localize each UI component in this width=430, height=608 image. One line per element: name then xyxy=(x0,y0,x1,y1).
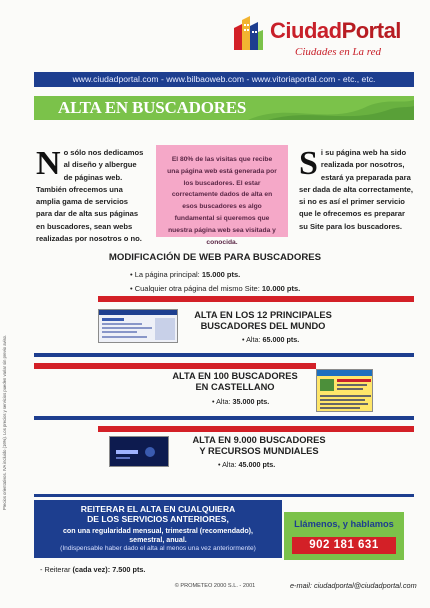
reiterar-frequency: con una regularidad mensual, trimestral (recomendado), semestral, anual. xyxy=(62,527,253,544)
side-note: Precios orientativos. IVA incluido (16%). Los precios y servicios pueden variar sin previo aviso. xyxy=(2,334,7,510)
section-2-title: ALTA EN 100 BUSCADORES EN CASTELLANO xyxy=(172,371,298,392)
section-2-bar xyxy=(34,363,316,369)
website-thumbnail-icon xyxy=(317,370,373,412)
section-2-rule xyxy=(34,416,414,420)
list-item: • La página principal: 15.000 pts. xyxy=(130,268,300,282)
modification-list xyxy=(130,268,300,296)
intro-right-text: i su página web ha sido realizada por nosotros, estará ya preparada para ser dada de alta correctamente, si no es así el primer servicio que le ofrecemos es preparar su Site para los buscadores. xyxy=(299,148,413,231)
dropcap-s: S xyxy=(299,145,318,182)
section-1-bar xyxy=(98,296,414,302)
city-buildings-icon xyxy=(232,16,264,50)
section-1-price: • Alta: 65.000 pts. xyxy=(242,335,300,344)
intro-left-paragraph xyxy=(36,147,146,245)
search-engine-screenshot-3 xyxy=(109,436,169,467)
brand-tagline: Ciudades en La red xyxy=(295,46,382,58)
dropcap-n: N xyxy=(36,145,61,182)
reiterar-note: (Indispensable haber dado el alta al menos una vez anteriormente) xyxy=(60,545,256,552)
reiterar-title: REITERAR EL ALTA EN CUALQUIERA DE LOS SERVICIOS ANTERIORES, xyxy=(80,504,236,524)
section-2-price: • Alta: 35.000 pts. xyxy=(212,397,270,406)
section-3-bar xyxy=(98,426,414,432)
section-3-title: ALTA EN 9.000 BUSCADORES Y RECURSOS MUNDIALES xyxy=(192,435,326,456)
website-thumbnail-icon xyxy=(110,437,169,467)
contact-title: Llámenos, y hablamos xyxy=(294,519,394,529)
phone-number[interactable]: 902 181 631 xyxy=(292,537,396,554)
reiterar-price: - Reiterar (cada vez): 7.500 pts. xyxy=(40,565,146,574)
brand-name: CiudadPortal xyxy=(270,18,401,43)
title-bar xyxy=(34,96,414,120)
contact-box[interactable] xyxy=(284,512,404,560)
email-contact[interactable]: e-mail: ciudadportal@ciudadportal.com xyxy=(290,581,417,590)
website-thumbnail-icon xyxy=(99,310,178,343)
section-3-price: • Alta: 45.000 pts. xyxy=(218,460,276,469)
wave-decoration xyxy=(248,96,414,120)
page-title: ALTA EN BUSCADORES xyxy=(58,98,247,117)
highlight-box: El 80% de las visitas que recibe una página web está generada por los buscadores. El estar correctamente dados de alta en esos buscadores es algo fundamental si queremos que nuestra página web sea visitada y conocida. xyxy=(156,145,288,237)
section-1-title: ALTA EN LOS 12 PRINCIPALES BUSCADORES DEL MUNDO xyxy=(194,310,332,331)
modification-title: MODIFICACIÓN DE WEB PARA BUSCADORES xyxy=(108,252,322,263)
intro-left-text: o sólo nos dedicamos al diseño y albergue de páginas web. También ofrecemos una amplia gama de servicios para dar de alta sus páginas en buscadores, sean webs realizadas por nosotros o no. xyxy=(36,148,144,244)
bottom-rule xyxy=(34,494,414,497)
search-engine-screenshot-1 xyxy=(98,309,178,343)
search-engine-screenshot-2 xyxy=(316,369,373,412)
ciudadportal-logo[interactable] xyxy=(232,14,417,62)
url-bar[interactable]: www.ciudadportal.com - www.bilbaoweb.com - www.vitoriaportal.com - etc., etc. xyxy=(34,72,414,87)
copyright: © PROMETEO 2000 S.L. - 2001 xyxy=(174,583,256,589)
reiterar-box xyxy=(34,500,282,558)
email-link[interactable]: ciudadportal@ciudadportal.com xyxy=(313,581,417,590)
list-item: • Cualquier otra página del mismo Site: 10.000 pts. xyxy=(130,282,300,296)
intro-right-paragraph xyxy=(299,147,413,233)
section-1-rule xyxy=(34,353,414,357)
